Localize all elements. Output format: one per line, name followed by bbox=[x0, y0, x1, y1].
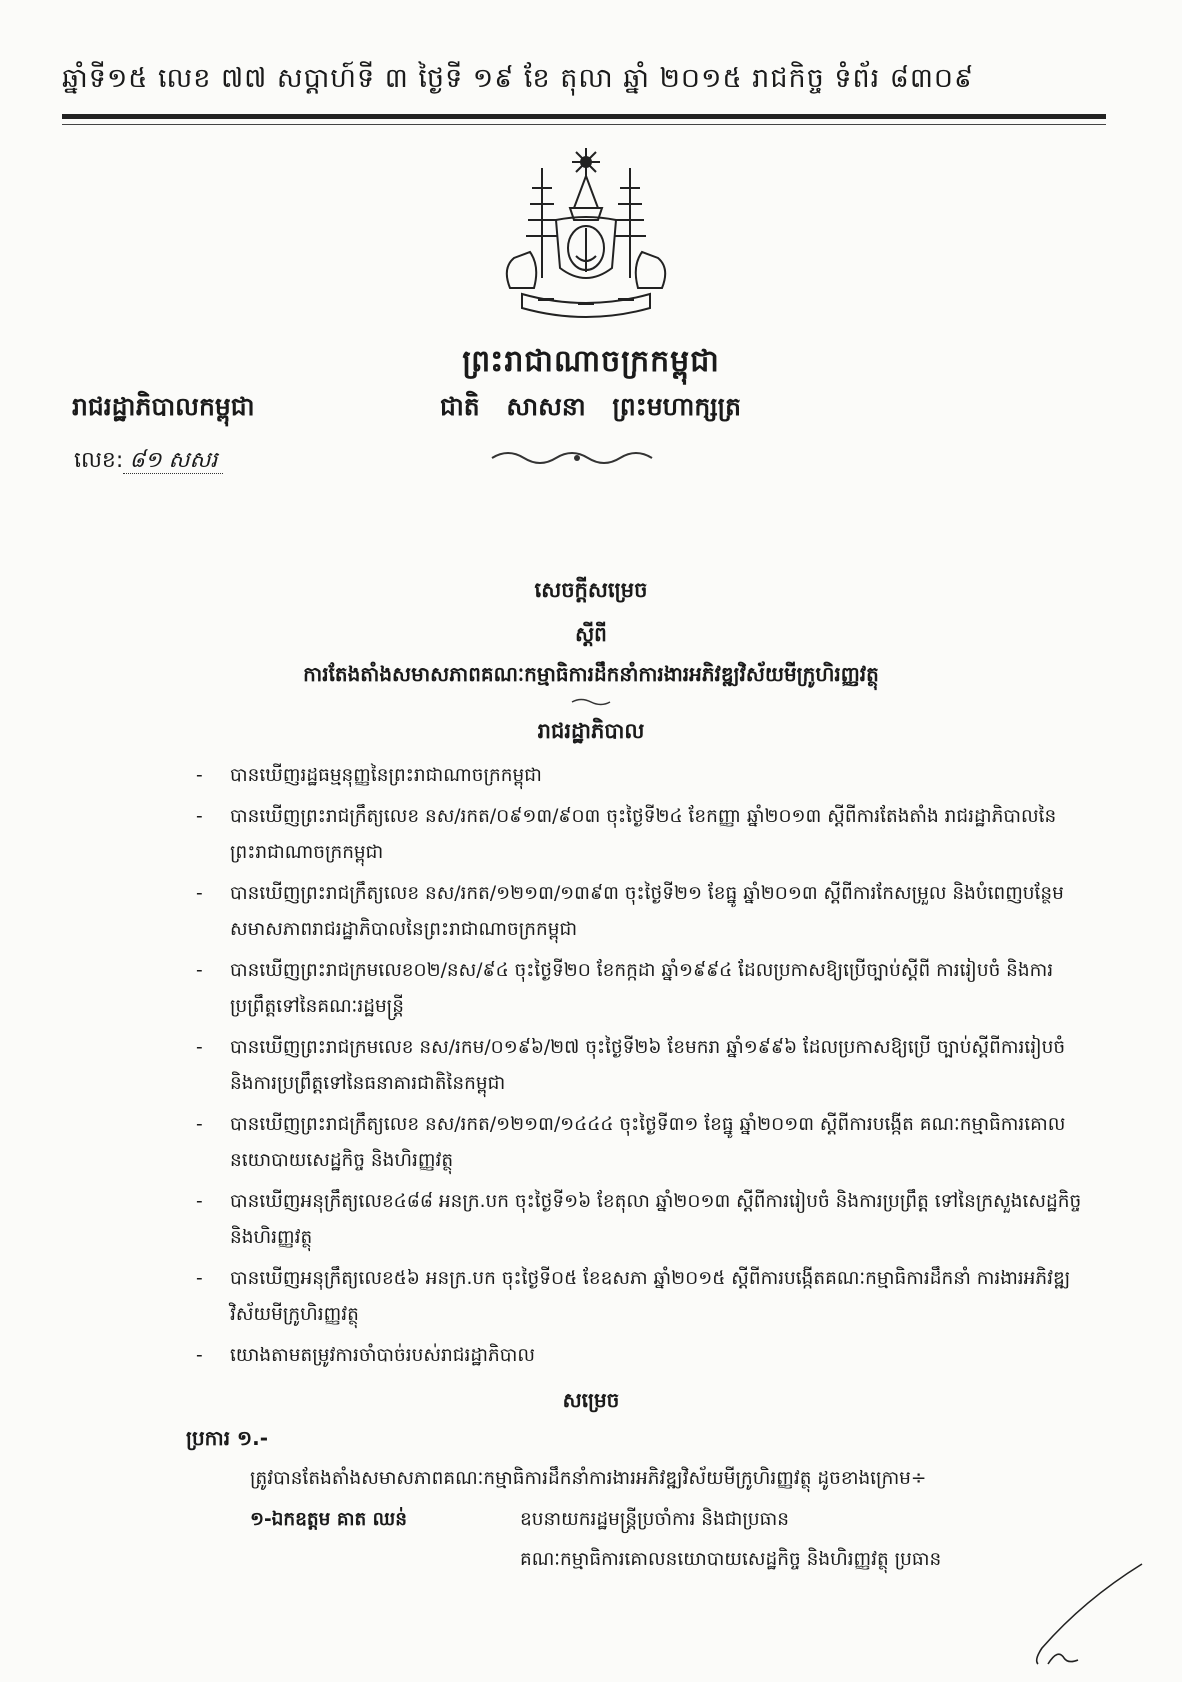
recitals-list bbox=[196, 758, 1086, 1379]
national-motto: ជាតិ សាសនា ព្រះមហាក្សត្រ bbox=[440, 392, 741, 421]
header-rule-thick bbox=[62, 114, 1106, 119]
article-text: ត្រូវបានតែងតាំងសមាសភាពគណៈកម្មាធិការដឹកនាំការងារអភិវឌ្ឍវិស័យមីក្រូហិរញ្ញវត្ថុ ដូចខាងក្រោម÷ bbox=[250, 1468, 927, 1489]
decision-heading: សម្រេច bbox=[562, 1388, 620, 1412]
document-issuer: រាជរដ្ឋាភិបាល bbox=[537, 719, 645, 743]
signature-mark bbox=[1024, 1560, 1144, 1670]
member-role-line-1: ឧបនាយករដ្ឋមន្ត្រីប្រចាំការ និងជាប្រធាន bbox=[520, 1509, 790, 1530]
list-item: - បានឃើញអនុក្រឹត្យលេខ៤៨៨ អនក្រ.បក ចុះថ្ងៃទី១៦ ខែតុលា ឆ្នាំ២០១៣ ស្តីពីការរៀបចំ និងការប្រព្រឹត្ត ទៅនៃក្រសួងសេដ្ឋកិច្ច និងហិរញ្ញវត្ថុ bbox=[196, 1191, 1082, 1248]
decision-number-value: ៨១ សសរ bbox=[123, 448, 223, 474]
document-type: សេចក្តីសម្រេច bbox=[534, 578, 648, 602]
list-item: - បានឃើញព្រះរាជក្រមលេខ នស/រកម/០១៩៦/២៧ ចុះថ្ងៃទី២៦ ខែមករា ឆ្នាំ១៩៩៦ ដែលប្រកាសឱ្យប្រើ ច្បាប់ស្តីពីការរៀបចំ និងការប្រព្រឹត្តទៅនៃធនាគារជាតិនៃកម្ពុជា bbox=[196, 1037, 1066, 1094]
list-item: - បានឃើញព្រះរាជក្រឹត្យលេខ នស/រកត/០៩១៣/៩០៣ ចុះថ្ងៃទី២៤ ខែកញ្ញា ឆ្នាំ២០១៣ ស្តីពីការតែងតាំង រាជរដ្ឋាភិបាលនៃព្រះរាជាណាចក្រកម្ពុជា bbox=[196, 806, 1057, 863]
list-item: - បានឃើញអនុក្រឹត្យលេខ៥៦ អនក្រ.បក ចុះថ្ងៃទី០៥ ខែឧសភា ឆ្នាំ២០១៥ ស្តីពីការបង្កើតគណៈកម្មាធិការដឹកនាំ ការងារអភិវឌ្ឍវិស័យមីក្រូហិរញ្ញវត្ថុ bbox=[196, 1268, 1071, 1325]
article-label: ប្រការ ១.- bbox=[186, 1426, 269, 1450]
list-item: - យោងតាមតម្រូវការចាំបាច់របស់រាជរដ្ឋាភិបាល bbox=[196, 1345, 535, 1366]
ornament-divider-icon bbox=[488, 448, 666, 468]
document-on: ស្តីពី bbox=[575, 622, 607, 646]
list-item: - បានឃើញព្រះរាជក្រមលេខ០២/នស/៩៤ ចុះថ្ងៃទី២០ ខែកក្កដា ឆ្នាំ១៩៩៤ ដែលប្រកាសឱ្យប្រើច្បាប់ស្តីពី ការរៀបចំ និងការប្រព្រឹត្តទៅនៃគណៈរដ្ឋមន្ត្រី bbox=[196, 960, 1054, 1017]
document-subject: ការតែងតាំងសមាសភាពគណៈកម្មាធិការដឹកនាំការងារអភិវឌ្ឍវិស័យមីក្រូហិរញ្ញវត្ថុ bbox=[303, 662, 879, 686]
header-rule-thin bbox=[62, 124, 1106, 125]
list-item: - បានឃើញព្រះរាជក្រឹត្យលេខ នស/រកត/១២១៣/១៤៤៤ ចុះថ្ងៃទី៣១ ខែធ្នូ ឆ្នាំ២០១៣ ស្តីពីការបង្កើត គណៈកម្មាធិការគោលនយោបាយសេដ្ឋកិច្ច និងហិរញ្ញវត្ថុ bbox=[196, 1114, 1066, 1171]
member-name: ១-ឯកឧត្តម គាត ឈន់ bbox=[250, 1509, 407, 1530]
decision-number-label: លេខ: bbox=[74, 448, 124, 473]
government-name: រាជរដ្ឋាភិបាលកម្ពុជា bbox=[72, 392, 255, 421]
list-item: - បានឃើញរដ្ឋធម្មនុញ្ញនៃព្រះរាជាណាចក្រកម្ពុជា bbox=[196, 765, 542, 786]
small-ornament-icon bbox=[570, 697, 612, 707]
list-item: - បានឃើញព្រះរាជក្រឹត្យលេខ នស/រកត/១២១៣/១៣៩៣ ចុះថ្ងៃទី២១ ខែធ្នូ ឆ្នាំ២០១៣ ស្តីពីការកែសម្រួល និងបំពេញបន្ថែមសមាសភាពរាជរដ្ឋាភិបាលនៃព្រះរាជាណាចក្រកម្ពុជា bbox=[196, 883, 1064, 940]
decision-number bbox=[74, 446, 223, 478]
gazette-header: ឆ្នាំទី១៥ លេខ ៧៧ សប្តាហ៍ទី ៣ ថ្ងៃទី ១៩ ខែ តុលា ឆ្នាំ ២០១៥ រាជកិច្ច ទំព័រ ៨៣០៩ bbox=[62, 63, 975, 94]
member-role-line-2: គណៈកម្មាធិការគោលនយោបាយសេដ្ឋកិច្ច និងហិរញ្ញវត្ថុ ប្រធាន bbox=[520, 1549, 942, 1570]
royal-emblem-icon bbox=[494, 148, 678, 320]
kingdom-title: ព្រះរាជាណាចក្រកម្ពុជា bbox=[462, 344, 720, 379]
